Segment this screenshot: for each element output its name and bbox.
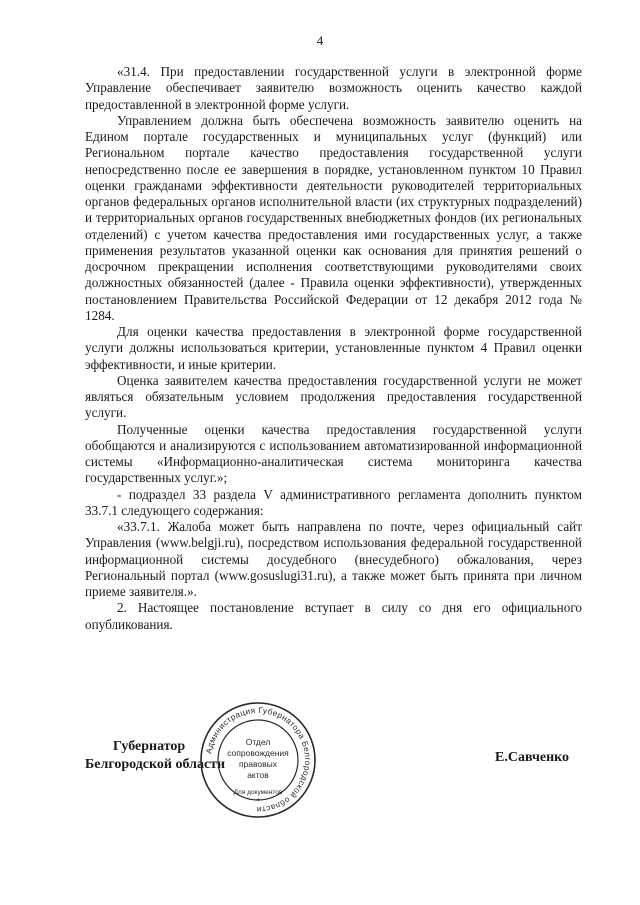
signature-block	[0, 700, 640, 830]
paragraph-analysis: Полученные оценки качества предоставления государственной услуги обобщаются и анализируются с использованием автоматизированной информационной системы «Информационно-аналитическая система мониторинга качества государственных услуг.»;	[85, 421, 582, 486]
paragraph-amendment: - подраздел 33 раздела V административного регламента дополнить пунктом 33.7.1 следующего содержания:	[85, 486, 582, 518]
stamp-ring-text: Администрация Губернатора Белгородской области	[204, 705, 313, 815]
official-stamp	[198, 700, 318, 820]
stamp-star-icon: *	[256, 797, 260, 806]
signatory-name: Е.Савченко	[495, 750, 570, 765]
paragraph-31-4: «31.4. При предоставлении государственной услуги в электронной форме Управление обеспечивает заявителю возможность оценить качество каждой предоставленной в электронной форме услуги.	[85, 64, 582, 112]
paragraph-criteria: Для оценки качества предоставления в электронной форме государственной услуги должны использоваться критерии, установленные пунктом 4 Правил оценки эффективности, и иные критерии.	[85, 324, 582, 372]
paragraph-33-7-1: «33.7.1. Жалоба может быть направлена по почте, через официальный сайт Управления (www.belgji.ru), посредством использования федеральной государственной информационной системы досудебного (внесудебного) обжалования, через Региональный портал (www.gosuslugi31.ru), а также может быть принята при личном приеме заявителя.».	[85, 519, 582, 599]
paragraph-not-mandatory: Оценка заявителем качества предоставления государственной услуги не может являться обязательным условием продолжения предоставления государственной услуги.	[85, 372, 582, 421]
paragraph-effective-date: 2. Настоящее постановление вступает в силу со дня его официального опубликования.	[85, 600, 582, 632]
stamp-bottom-text: Для документов	[233, 789, 283, 796]
stamp-inner-line1: Отдел	[245, 737, 271, 747]
paragraph-rating-portal: Управлением должна быть обеспечена возможность заявителю оценить на Едином портале государственных и муниципальных услуг (функций) или Региональном портале качество предоставления государственной услуги непосредственно после ее завершения в порядке, установленном пунктом 10 Правил оценки гражданами эффективности деятельности руководителей территориальных органов федеральных органов исполнительной власти (их структурных подразделений) и территориальных органов государственных внебюджетных фондов (их региональных отделений) с учетом качества предоставления ими государственных услуг, а также применения результатов указанной оценки как основания для принятия решений о досрочном прекращении исполнения соответствующими руководителями своих должностных обязанностей (далее - Правила оценки эффективности), утвержденных постановлением Правительства Российской Федерации от 12 декабря 2012 года № 1284.	[85, 112, 582, 323]
signatory-title-line2: Белгородской области	[85, 757, 226, 772]
stamp-inner-line3: правовых	[238, 759, 278, 769]
document-body	[85, 64, 582, 633]
signatory-title-line1: Губернатор	[113, 739, 186, 754]
stamp-inner-line2: сопровождения	[227, 748, 289, 758]
page-number: 4	[316, 33, 324, 48]
stamp-inner-line4: актов	[247, 770, 269, 780]
